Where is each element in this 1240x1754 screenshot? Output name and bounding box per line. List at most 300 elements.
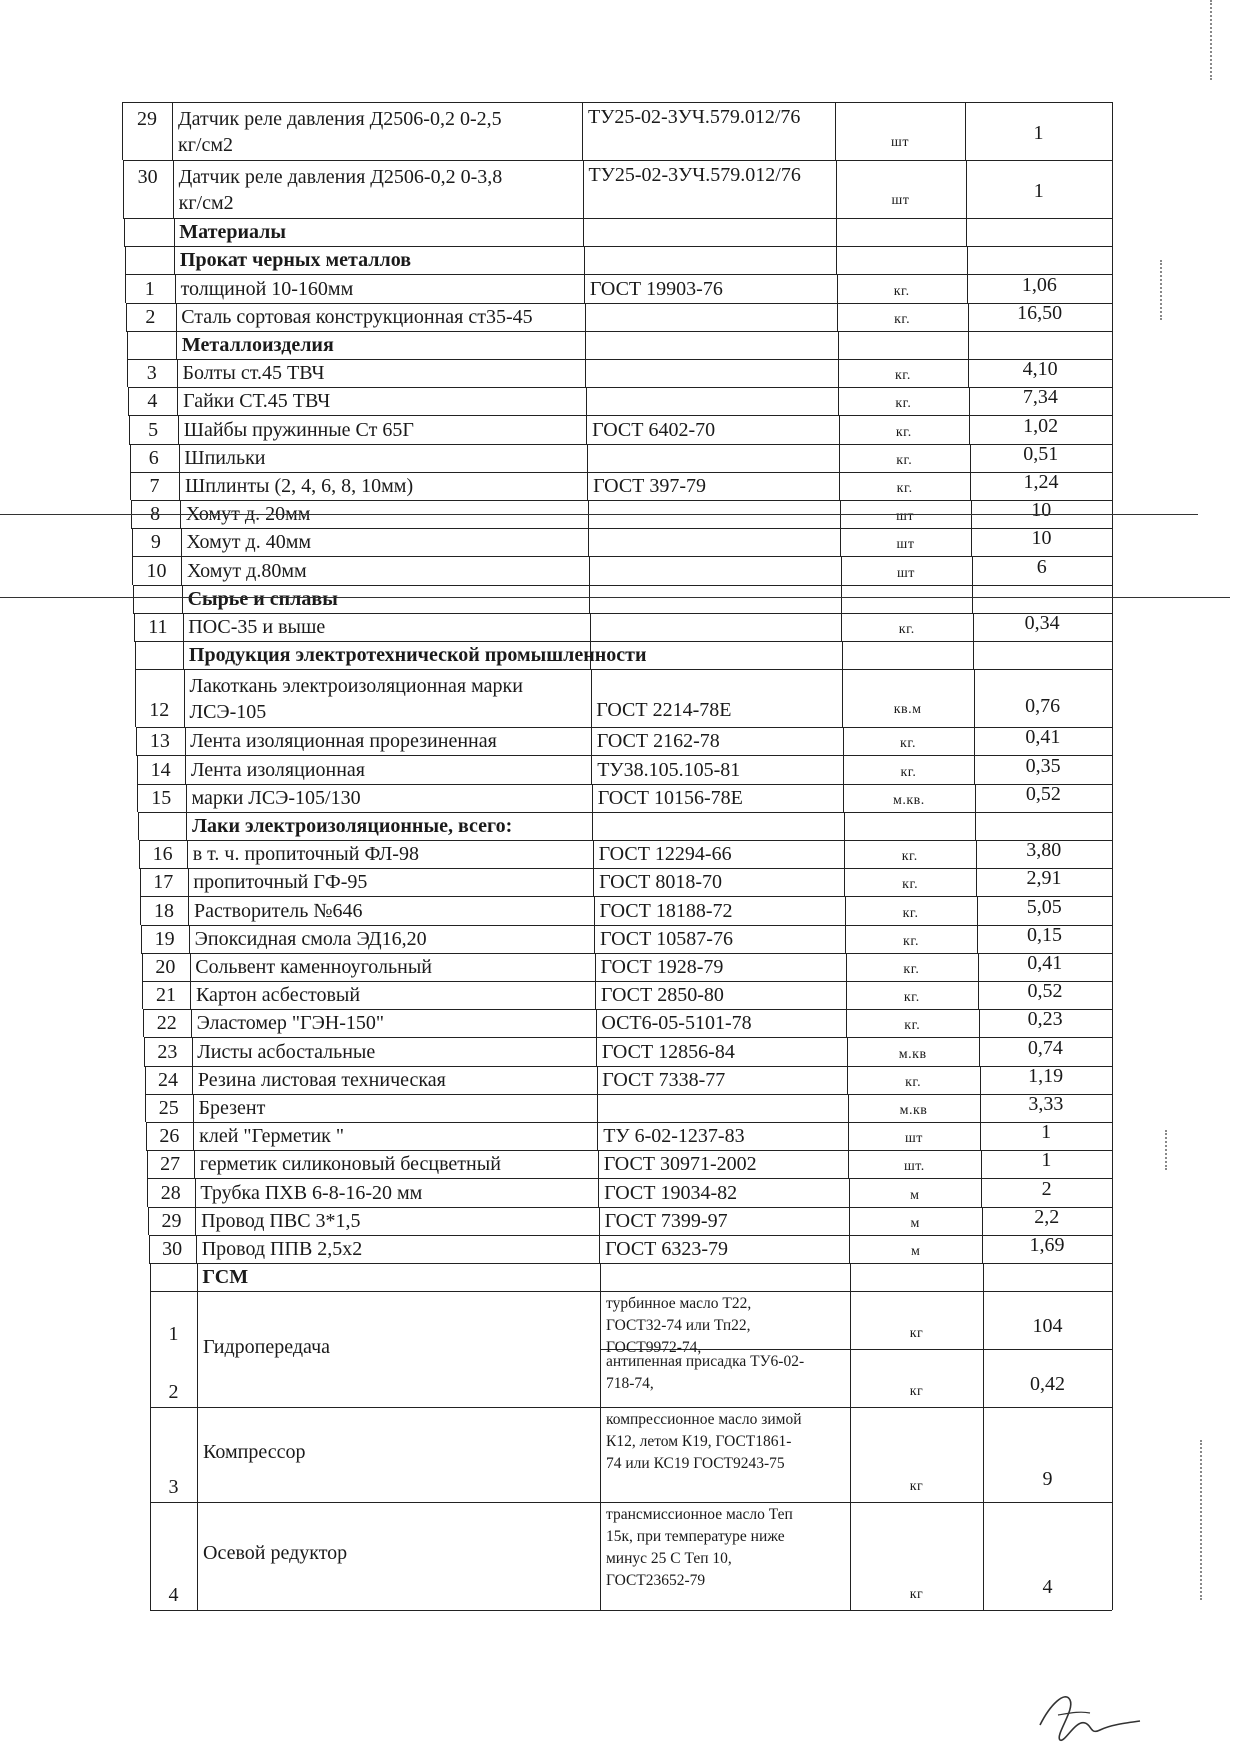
item-name: Болты ст.45 ТВЧ bbox=[182, 362, 325, 385]
table-row-line bbox=[149, 1235, 1112, 1236]
table-row-line bbox=[600, 1349, 1112, 1350]
item-quantity: 0,42 bbox=[1030, 1373, 1065, 1396]
row-number: 12 bbox=[149, 699, 170, 722]
table-column-line bbox=[583, 160, 584, 218]
table-column-line bbox=[184, 669, 185, 727]
table-row-line bbox=[128, 415, 1112, 416]
table-column-line bbox=[1112, 528, 1113, 556]
item-standard: ГОСТ 10156-78Е bbox=[597, 786, 743, 809]
item-unit: кг. bbox=[901, 849, 918, 865]
item-spec-line: 74 или КС19 ГОСТ9243-75 bbox=[606, 1455, 785, 1473]
section-heading: Сырье и сплавы bbox=[187, 587, 338, 610]
table-column-line bbox=[983, 1263, 984, 1291]
item-quantity: 0,51 bbox=[1023, 442, 1059, 465]
table-column-line bbox=[193, 1122, 194, 1150]
handwritten-signature bbox=[1030, 1685, 1150, 1745]
item-quantity: 1 bbox=[1041, 1121, 1052, 1144]
item-quantity: 1,24 bbox=[1023, 470, 1059, 493]
item-name-cont: кг/см2 bbox=[178, 134, 234, 156]
table-column-line bbox=[586, 415, 587, 443]
row-number: 1 bbox=[144, 277, 155, 300]
row-number: 22 bbox=[156, 1012, 177, 1035]
scan-artifact-dots bbox=[1160, 260, 1162, 320]
table-column-line bbox=[183, 641, 184, 669]
table-column-line bbox=[1112, 925, 1113, 953]
item-quantity: 3,33 bbox=[1028, 1092, 1064, 1115]
item-quantity: 9 bbox=[1042, 1468, 1053, 1491]
item-name: Хомут д. 40мм bbox=[186, 531, 312, 554]
table-column-line bbox=[587, 444, 588, 472]
table-column-line bbox=[1112, 613, 1113, 641]
table-column-line bbox=[600, 1349, 601, 1407]
table-column-line bbox=[589, 556, 590, 584]
row-number: 7 bbox=[149, 474, 160, 497]
item-quantity: 0,41 bbox=[1025, 726, 1061, 749]
table-column-line bbox=[188, 896, 189, 924]
item-quantity: 0,41 bbox=[1027, 951, 1063, 974]
table-column-line bbox=[595, 981, 596, 1009]
table-column-line bbox=[135, 641, 136, 669]
item-quantity: 3,80 bbox=[1026, 839, 1062, 862]
table-column-line bbox=[1112, 1502, 1113, 1610]
table-column-line bbox=[585, 359, 586, 387]
table-column-line bbox=[1112, 444, 1113, 472]
item-quantity: 6 bbox=[1036, 555, 1047, 578]
table-column-line bbox=[972, 585, 973, 613]
table-row-line bbox=[150, 1407, 1112, 1408]
table-column-line bbox=[177, 359, 178, 387]
table-column-line bbox=[1112, 868, 1113, 896]
item-name: Сталь сортовая конструкционная ст35-45 bbox=[181, 305, 533, 328]
table-column-line bbox=[191, 1009, 192, 1037]
table-row-line bbox=[149, 1263, 1112, 1264]
item-standard: ГОСТ 12294-66 bbox=[598, 843, 732, 866]
item-name: Лента изоляционная прорезиненная bbox=[190, 730, 497, 753]
item-name: Шпильки bbox=[184, 446, 266, 469]
item-standard: ОСТ6-05-5101-78 bbox=[601, 1012, 752, 1035]
table-column-line bbox=[588, 528, 589, 556]
table-column-line bbox=[197, 1263, 198, 1291]
table-column-line bbox=[1112, 1207, 1113, 1235]
table-column-line bbox=[182, 585, 183, 613]
table-column-line bbox=[591, 727, 592, 755]
row-number: 27 bbox=[160, 1153, 181, 1176]
scan-artifact-dots bbox=[1210, 0, 1212, 80]
table-row-line bbox=[137, 784, 1112, 785]
item-name: Датчик реле давления Д2506-0,2 0-2,5 bbox=[178, 108, 502, 130]
table-column-line bbox=[124, 218, 125, 246]
item-quantity: 10 bbox=[1031, 527, 1052, 550]
table-row-line bbox=[139, 868, 1112, 869]
item-standard: ГОСТ 19034-82 bbox=[604, 1181, 738, 1204]
item-name: Лакоткань электроизоляционная марки bbox=[189, 675, 523, 698]
table-column-line bbox=[1112, 585, 1113, 613]
item-name: Трубка ПХВ 6-8-16-20 мм bbox=[200, 1181, 423, 1204]
table-column-line bbox=[586, 387, 587, 415]
table-column-line bbox=[1112, 1009, 1113, 1037]
table-row-line bbox=[130, 472, 1112, 473]
table-row-line bbox=[150, 1610, 1112, 1611]
table-row-line bbox=[128, 387, 1112, 388]
table-row-line bbox=[127, 359, 1112, 360]
table-column-line bbox=[196, 1235, 197, 1263]
item-name: Резина листовая техническая bbox=[197, 1068, 446, 1091]
table-row-line bbox=[143, 1009, 1112, 1010]
table-column-line bbox=[842, 641, 843, 669]
table-column-line bbox=[600, 1502, 601, 1610]
item-name: ПОС-35 и выше bbox=[188, 615, 326, 638]
row-number: 3 bbox=[168, 1476, 179, 1499]
item-unit: шт bbox=[896, 537, 915, 553]
section-heading: ГСМ bbox=[202, 1266, 249, 1289]
item-quantity: 0,52 bbox=[1027, 980, 1063, 1003]
table-column-line bbox=[189, 925, 190, 953]
item-name: Гидропередача bbox=[203, 1336, 331, 1359]
item-unit: кг bbox=[909, 1326, 924, 1342]
table-row-line bbox=[146, 1122, 1112, 1123]
table-column-line bbox=[600, 1407, 601, 1502]
table-column-line bbox=[1112, 556, 1113, 584]
item-unit: м bbox=[910, 1187, 920, 1203]
item-unit: м bbox=[910, 1243, 921, 1259]
table-column-line bbox=[179, 444, 180, 472]
table-row-line bbox=[131, 528, 1112, 529]
table-column-line bbox=[1112, 669, 1113, 727]
table-column-line bbox=[584, 246, 585, 274]
item-standard: ГОСТ 2214-78Е bbox=[596, 699, 732, 722]
scan-artifact-line bbox=[0, 514, 1198, 515]
row-number: 20 bbox=[155, 955, 176, 978]
item-name: Шплинты (2, 4, 6, 8, 10мм) bbox=[185, 474, 414, 497]
table-row-line bbox=[139, 840, 1112, 841]
table-row-line bbox=[146, 1150, 1112, 1151]
item-quantity: 2 bbox=[1041, 1177, 1052, 1200]
table-column-line bbox=[600, 1263, 601, 1291]
table-column-line bbox=[597, 1122, 598, 1150]
table-column-line bbox=[133, 585, 134, 613]
table-row-line bbox=[124, 246, 1112, 247]
section-heading: Материалы bbox=[179, 221, 286, 244]
table-column-line bbox=[587, 472, 588, 500]
table-column-line bbox=[1112, 303, 1113, 331]
table-row-line bbox=[147, 1178, 1112, 1179]
table-column-line bbox=[197, 1502, 198, 1610]
table-column-line bbox=[195, 1207, 196, 1235]
item-name: клей "Герметик " bbox=[199, 1125, 345, 1148]
table-row-line bbox=[125, 274, 1112, 275]
table-column-line bbox=[590, 613, 591, 641]
table-row-line bbox=[126, 331, 1112, 332]
table-column-line bbox=[599, 1235, 600, 1263]
table-column-line bbox=[589, 585, 590, 613]
table-row-line bbox=[141, 925, 1112, 926]
item-quantity: 1 bbox=[1033, 122, 1044, 144]
item-spec-line: минус 25 С Теп 10, bbox=[606, 1550, 732, 1568]
table-column-line bbox=[582, 102, 583, 160]
table-row-line bbox=[138, 812, 1112, 813]
item-standard: ГОСТ 2850-80 bbox=[600, 984, 724, 1007]
table-column-line bbox=[841, 585, 842, 613]
table-column-line bbox=[177, 387, 178, 415]
row-number: 6 bbox=[148, 446, 159, 469]
item-standard: ТУ25-02-3УЧ.579.012/76 bbox=[588, 164, 801, 186]
table-column-line bbox=[1112, 641, 1113, 669]
item-unit: кг. bbox=[896, 480, 913, 496]
table-column-line bbox=[585, 331, 586, 359]
table-column-line bbox=[1112, 1407, 1113, 1502]
item-standard: ГОСТ 2162-78 bbox=[596, 730, 720, 753]
item-name: Лента изоляционная bbox=[190, 758, 365, 781]
table-column-line bbox=[973, 641, 974, 669]
item-unit: м.кв bbox=[899, 1102, 928, 1118]
item-quantity: 2,91 bbox=[1026, 867, 1062, 890]
item-name: Хомут д. 20мм bbox=[185, 503, 311, 526]
table-column-line bbox=[585, 303, 586, 331]
table-row-line bbox=[123, 160, 1112, 161]
item-name: Эпоксидная смола ЭД16,20 bbox=[194, 927, 427, 950]
table-row-line bbox=[122, 102, 1112, 103]
item-quantity: 1 bbox=[1033, 180, 1044, 202]
item-quantity: 4,10 bbox=[1022, 358, 1058, 381]
item-quantity: 1 bbox=[1041, 1149, 1052, 1172]
item-spec-line: ГОСТ23652-79 bbox=[606, 1572, 706, 1590]
table-column-line bbox=[1112, 415, 1113, 443]
item-name: Картон асбестовый bbox=[195, 984, 361, 1007]
item-standard: ГОСТ 6402-70 bbox=[592, 418, 716, 441]
table-column-line bbox=[1112, 274, 1113, 302]
table-column-line bbox=[183, 613, 184, 641]
table-column-line bbox=[195, 1178, 196, 1206]
item-quantity: 0,52 bbox=[1025, 782, 1061, 805]
item-unit: кг. bbox=[896, 452, 913, 468]
item-name: Хомут д.80мм bbox=[186, 559, 307, 582]
table-row-line bbox=[135, 669, 1112, 670]
item-spec-line: 15к, при температуре ниже bbox=[606, 1528, 785, 1546]
table-column-line bbox=[185, 727, 186, 755]
table-column-line bbox=[194, 1150, 195, 1178]
row-number: 1 bbox=[168, 1323, 179, 1346]
section-heading: Прокат черных металлов bbox=[179, 249, 412, 272]
item-name-cont: кг/см2 bbox=[178, 192, 234, 214]
table-column-line bbox=[192, 1066, 193, 1094]
item-spec-line: компрессионное масло зимой bbox=[606, 1411, 802, 1429]
item-quantity: 104 bbox=[1032, 1315, 1063, 1338]
item-unit: шт bbox=[891, 135, 909, 150]
item-unit: кг. bbox=[902, 905, 919, 921]
table-row-line bbox=[140, 896, 1112, 897]
item-unit: кв.м bbox=[893, 702, 922, 718]
table-column-line bbox=[1112, 896, 1113, 924]
row-number: 24 bbox=[158, 1068, 179, 1091]
item-quantity: 5,05 bbox=[1026, 895, 1062, 918]
table-column-line bbox=[181, 556, 182, 584]
table-row-line bbox=[136, 755, 1112, 756]
section-heading: Лаки электроизоляционные, всего: bbox=[192, 814, 513, 837]
row-number: 2 bbox=[168, 1381, 179, 1404]
item-unit: м bbox=[910, 1215, 920, 1231]
item-name: Компрессор bbox=[203, 1440, 306, 1463]
table-column-line bbox=[174, 218, 175, 246]
item-quantity: 0,34 bbox=[1024, 611, 1060, 634]
table-column-line bbox=[1112, 981, 1113, 1009]
item-unit: кг. bbox=[900, 764, 917, 780]
row-number: 8 bbox=[150, 503, 161, 526]
table-column-line bbox=[593, 868, 594, 896]
table-column-line bbox=[174, 246, 175, 274]
table-column-line bbox=[188, 868, 189, 896]
item-quantity: 1,02 bbox=[1023, 414, 1059, 437]
table-column-line bbox=[185, 755, 186, 783]
item-standard: ГОСТ 18188-72 bbox=[599, 899, 733, 922]
table-column-line bbox=[127, 331, 128, 359]
row-number: 30 bbox=[137, 166, 158, 188]
table-column-line bbox=[1112, 1037, 1113, 1065]
table-row-line bbox=[141, 953, 1112, 954]
table-column-line bbox=[593, 840, 594, 868]
row-number: 23 bbox=[157, 1040, 178, 1063]
item-unit: кг. bbox=[895, 396, 912, 412]
item-unit: м.кв. bbox=[892, 792, 925, 808]
table-column-line bbox=[1112, 1235, 1113, 1263]
table-column-line bbox=[138, 812, 139, 840]
table-column-line bbox=[150, 1263, 151, 1291]
section-heading: Металлоизделия bbox=[181, 333, 334, 356]
table-row-line bbox=[142, 981, 1112, 982]
item-unit: кг. bbox=[905, 1074, 922, 1090]
table-column-line bbox=[591, 755, 592, 783]
item-unit: кг. bbox=[904, 1018, 921, 1034]
item-quantity: 0,15 bbox=[1027, 923, 1062, 946]
table-row-line bbox=[133, 613, 1112, 614]
table-row-line bbox=[133, 585, 1112, 586]
table-column-line bbox=[1112, 160, 1113, 218]
item-standard: ГОСТ 30971-2002 bbox=[603, 1153, 757, 1176]
item-name: Провод ППВ 2,5х2 bbox=[201, 1237, 363, 1260]
row-number: 3 bbox=[146, 362, 157, 385]
table-row-line bbox=[134, 641, 1112, 642]
row-number: 17 bbox=[153, 871, 174, 894]
item-quantity: 16,50 bbox=[1017, 301, 1063, 324]
item-standard: ГОСТ 397-79 bbox=[593, 474, 707, 497]
table-column-line bbox=[592, 784, 593, 812]
item-quantity: 0,74 bbox=[1027, 1036, 1063, 1059]
table-row-line bbox=[150, 1502, 1112, 1503]
item-standard: ТУ38.105.105-81 bbox=[597, 758, 741, 781]
table-row-line bbox=[132, 556, 1112, 557]
item-name: Сольвент каменноугольный bbox=[195, 955, 432, 978]
table-column-line bbox=[600, 1291, 601, 1349]
table-column-line bbox=[176, 303, 177, 331]
item-name: марки ЛСЭ-105/130 bbox=[191, 786, 361, 809]
row-number: 19 bbox=[154, 927, 175, 950]
row-number: 29 bbox=[161, 1209, 182, 1232]
table-column-line bbox=[190, 953, 191, 981]
table-row-line bbox=[144, 1037, 1112, 1038]
table-column-line bbox=[1112, 1066, 1113, 1094]
table-row-line bbox=[129, 444, 1112, 445]
item-standard: ГОСТ 6323-79 bbox=[605, 1237, 729, 1260]
table-column-line bbox=[1112, 218, 1113, 246]
item-name: Провод ПВС 3*1,5 bbox=[201, 1209, 361, 1232]
item-quantity: 0,23 bbox=[1027, 1008, 1063, 1031]
row-number: 11 bbox=[148, 615, 168, 638]
table-row-line bbox=[126, 303, 1112, 304]
table-row-line bbox=[123, 218, 1112, 219]
row-number: 28 bbox=[160, 1181, 181, 1204]
item-name-cont: ЛСЭ-105 bbox=[189, 701, 267, 724]
item-name: толщиной 10-160мм bbox=[180, 277, 354, 300]
row-number: 29 bbox=[137, 108, 157, 130]
table-column-line bbox=[186, 784, 187, 812]
table-column-line bbox=[1112, 1122, 1113, 1150]
table-column-line bbox=[596, 1037, 597, 1065]
scan-artifact-dots bbox=[1200, 1440, 1202, 1600]
table-row-line bbox=[150, 1291, 1112, 1292]
row-number: 15 bbox=[151, 786, 172, 809]
section-heading: Продукция электротехнической промышленности bbox=[188, 644, 647, 667]
table-column-line bbox=[598, 1178, 599, 1206]
table-column-line bbox=[190, 981, 191, 1009]
table-column-line bbox=[1112, 246, 1113, 274]
item-standard: ГОСТ 10587-76 bbox=[600, 927, 733, 950]
item-unit: кг bbox=[909, 1384, 924, 1400]
item-unit: кг. bbox=[894, 368, 911, 384]
item-name: пропиточный ГФ-95 bbox=[193, 871, 368, 894]
row-number: 13 bbox=[149, 730, 170, 753]
item-standard: ТУ 6-02-1237-83 bbox=[603, 1125, 745, 1148]
item-name: в т. ч. пропиточный ФЛ-98 bbox=[192, 843, 419, 866]
table-column-line bbox=[595, 953, 596, 981]
item-quantity: 1,69 bbox=[1029, 1233, 1065, 1256]
item-quantity: 7,34 bbox=[1022, 386, 1058, 409]
item-spec-line: антипенная присадка ТУ6-02- bbox=[606, 1353, 805, 1371]
item-unit: кг bbox=[909, 1587, 924, 1603]
table-column-line bbox=[197, 1349, 198, 1407]
item-quantity: 2,2 bbox=[1034, 1205, 1060, 1228]
table-column-line bbox=[197, 1407, 198, 1502]
item-quantity: 0,76 bbox=[1025, 695, 1061, 718]
table-column-line bbox=[193, 1094, 194, 1122]
item-unit: шт bbox=[905, 1131, 923, 1147]
table-column-line bbox=[592, 812, 593, 840]
table-row-line bbox=[136, 727, 1112, 728]
item-unit: кг bbox=[909, 1479, 924, 1495]
item-unit: кг. bbox=[903, 961, 920, 977]
table-column-line bbox=[1112, 1349, 1113, 1407]
scan-artifact-dots bbox=[1165, 1130, 1167, 1170]
item-unit: кг. bbox=[903, 990, 920, 1006]
table-column-line bbox=[1112, 1094, 1113, 1122]
table-column-line bbox=[836, 246, 837, 274]
table-column-line bbox=[186, 812, 187, 840]
table-column-line bbox=[1112, 727, 1113, 755]
item-unit: кг. bbox=[893, 283, 910, 299]
item-quantity: 10 bbox=[1031, 499, 1052, 522]
table-column-line bbox=[1112, 755, 1113, 783]
table-column-line bbox=[179, 472, 180, 500]
item-name: Брезент bbox=[198, 1096, 266, 1119]
table-row-line bbox=[148, 1207, 1112, 1208]
item-quantity: 1,19 bbox=[1028, 1064, 1064, 1087]
table-column-line bbox=[176, 331, 177, 359]
table-column-line bbox=[583, 218, 584, 246]
table-column-line bbox=[197, 1291, 198, 1349]
item-spec-line: трансмиссионное масло Теп bbox=[606, 1506, 793, 1524]
table-row-line bbox=[144, 1066, 1112, 1067]
row-number: 16 bbox=[152, 843, 173, 866]
item-spec-line: К12, летом К19, ГОСТ1861- bbox=[606, 1433, 792, 1451]
table-column-line bbox=[1112, 1150, 1113, 1178]
